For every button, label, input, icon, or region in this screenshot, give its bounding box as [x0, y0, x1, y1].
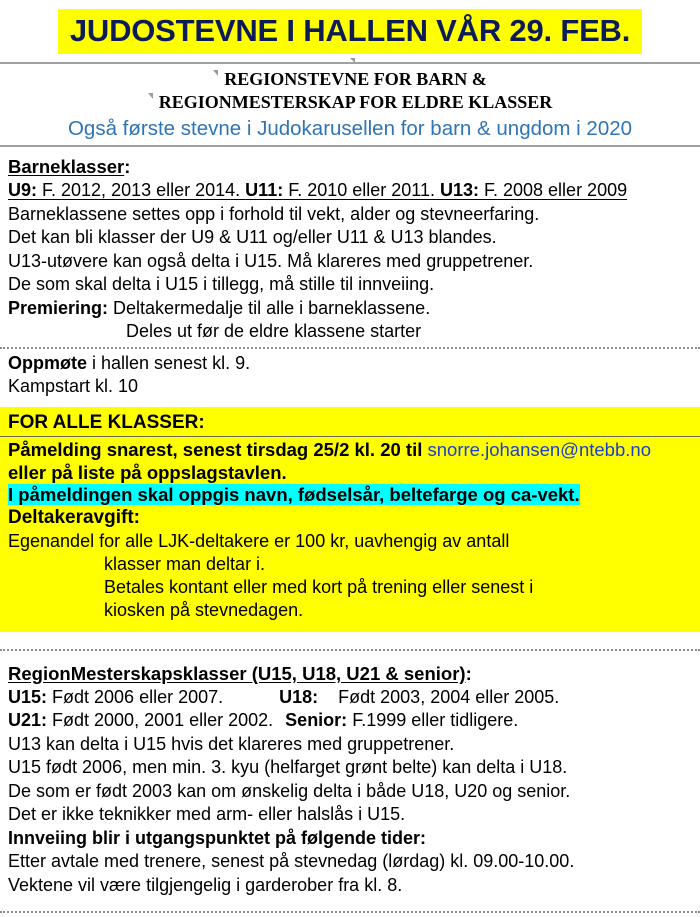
oppmote-label: Oppmøte [8, 352, 87, 373]
subtitle: Også første stevne i Judokarusellen for barn & ungdom i 2020 [67, 116, 633, 140]
pamelding-line [8, 438, 692, 461]
triangle-marker-icon [213, 70, 218, 76]
region-age-row [8, 709, 692, 733]
divider-under-subtitle [0, 145, 700, 147]
region-line: U15 født 2006, men min. 3. kyu (helfarget grønt belte) kan delta i U18. [8, 757, 568, 778]
deltakeravgift-heading: Deltakeravgift: [8, 506, 140, 528]
region-line: Det er ikke teknikker med arm- eller halslås i U15. [8, 804, 406, 825]
senior-label: Senior: [285, 710, 348, 731]
u13-value: F. 2008 eller 2009 [479, 180, 628, 201]
u15-value: Født 2006 eller 2007. [47, 686, 224, 707]
u21-value: Født 2000, 2001 eller 2002. [47, 710, 274, 731]
region-heading-text: RegionMesterskapsklasser (U15, U18, U21 & senior) [8, 662, 466, 684]
oppmote-line [8, 352, 692, 376]
pamelding-pre: Påmelding snarest, senest tirsdag 25/2 kl. 20 til [8, 438, 428, 460]
egenandel-line: klasser man deltar i. [104, 553, 266, 574]
premiering-continuation: Deles ut før de eldre klassene starter [126, 321, 422, 342]
u9-label: U9: [8, 180, 38, 201]
innveiing-heading: Innveiing blir i utgangspunktet på følgende tider: [8, 827, 427, 848]
triangle-marker-icon [350, 58, 355, 63]
title-banner-wrap [0, 0, 700, 54]
divider-under-for-alle-klasser [0, 436, 700, 437]
u15-label: U15: [8, 686, 48, 707]
headline-text-2: REGIONMESTERSKAP FOR ELDRE KLASSER [158, 92, 553, 113]
premiering-line [8, 297, 692, 321]
u11-value: F. 2010 eller 2011. [283, 180, 440, 201]
u13-label: U13: [439, 180, 479, 201]
barneklasser-line: Det kan bli klasser der U9 & U11 og/eller U11 & U13 blandes. [8, 227, 497, 248]
region-line: De som er født 2003 kan om ønskelig delta i både U18, U20 og senior. [8, 780, 571, 801]
oppmote-section [0, 352, 700, 399]
cyan-highlight-text: I påmeldingen skal oppgis navn, fødselsår, beltefarge og ca-vekt. [8, 483, 580, 505]
divider-top [0, 62, 700, 64]
u9-value: F. 2012, 2013 eller 2014. [37, 180, 246, 201]
divider-dotted-1 [0, 347, 700, 349]
headline-line-1 [0, 68, 700, 92]
egenandel-line: Betales kontant eller med kort på trening eller senest i [104, 576, 534, 597]
premiering-label: Premiering: [8, 297, 109, 318]
headline-line-2 [0, 91, 700, 115]
pamelding-post: eller på liste på oppslagstavlen. [8, 461, 287, 483]
cyan-highlight-line [8, 484, 692, 506]
kampstart-line: Kampstart kl. 10 [8, 376, 139, 397]
innveiing-line: Etter avtale med trenere, senest på stevnedag (lørdag) kl. 09.00-10.00. [8, 851, 575, 872]
region-section [0, 661, 700, 898]
barneklasser-line: De som skal delta i U15 i tillegg, må stille til innveiing. [8, 274, 435, 295]
premiering-value: Deltakermedalje til alle i barneklassene. [108, 297, 431, 318]
u18-value: Født 2003, 2004 eller 2005. [318, 686, 560, 707]
spacer [0, 632, 700, 646]
region-heading [8, 661, 692, 686]
innveiing-line: Vektene vil være tilgjengelig i garderober fra kl. 8. [8, 874, 403, 895]
triangle-marker-icon [148, 93, 153, 99]
senior-value: F.1999 eller tidligere. [347, 710, 519, 731]
divider-dotted-2 [0, 649, 700, 651]
region-heading-colon: : [465, 662, 472, 684]
email-link[interactable]: snorre.johansen@ntebb.no [427, 438, 651, 460]
barneklasser-age-line [8, 179, 692, 203]
divider-dotted-3 [0, 911, 700, 913]
region-line: U13 kan delta i U15 hvis det klareres med gruppetrener. [8, 733, 455, 754]
u18-label: U18: [279, 686, 319, 707]
barneklasser-heading [8, 154, 692, 179]
barneklasser-heading-colon: : [124, 156, 131, 178]
for-alle-klasser-heading: FOR ALLE KLASSER: [8, 411, 205, 433]
oppmote-value: i hallen senest kl. 9. [87, 352, 251, 373]
headline-text-1: REGIONSTEVNE FOR BARN & [224, 68, 487, 89]
headline-block [0, 64, 700, 115]
spacer [0, 147, 700, 154]
u11-label: U11: [245, 180, 284, 201]
barneklasser-line: U13-utøvere kan også delta i U15. Må klareres med gruppetrener. [8, 250, 534, 271]
barneklasser-line: Barneklassene settes opp i forhold til vekt, alder og stevneerfaring. [8, 203, 540, 224]
region-age-row [8, 686, 692, 710]
barneklasser-heading-text: Barneklasser [8, 156, 125, 178]
page-title: JUDOSTEVNE I HALLEN VÅR 29. FEB. [58, 9, 642, 54]
u21-label: U21: [8, 710, 48, 731]
spacer [0, 654, 700, 661]
egenandel-line: Egenandel for alle LJK-deltakere er 100 kr, uavhengig av antall [8, 530, 510, 551]
for-alle-klasser-section [0, 407, 700, 632]
barneklasser-section [0, 154, 700, 344]
egenandel-line: kiosken på stevnedagen. [104, 599, 304, 620]
